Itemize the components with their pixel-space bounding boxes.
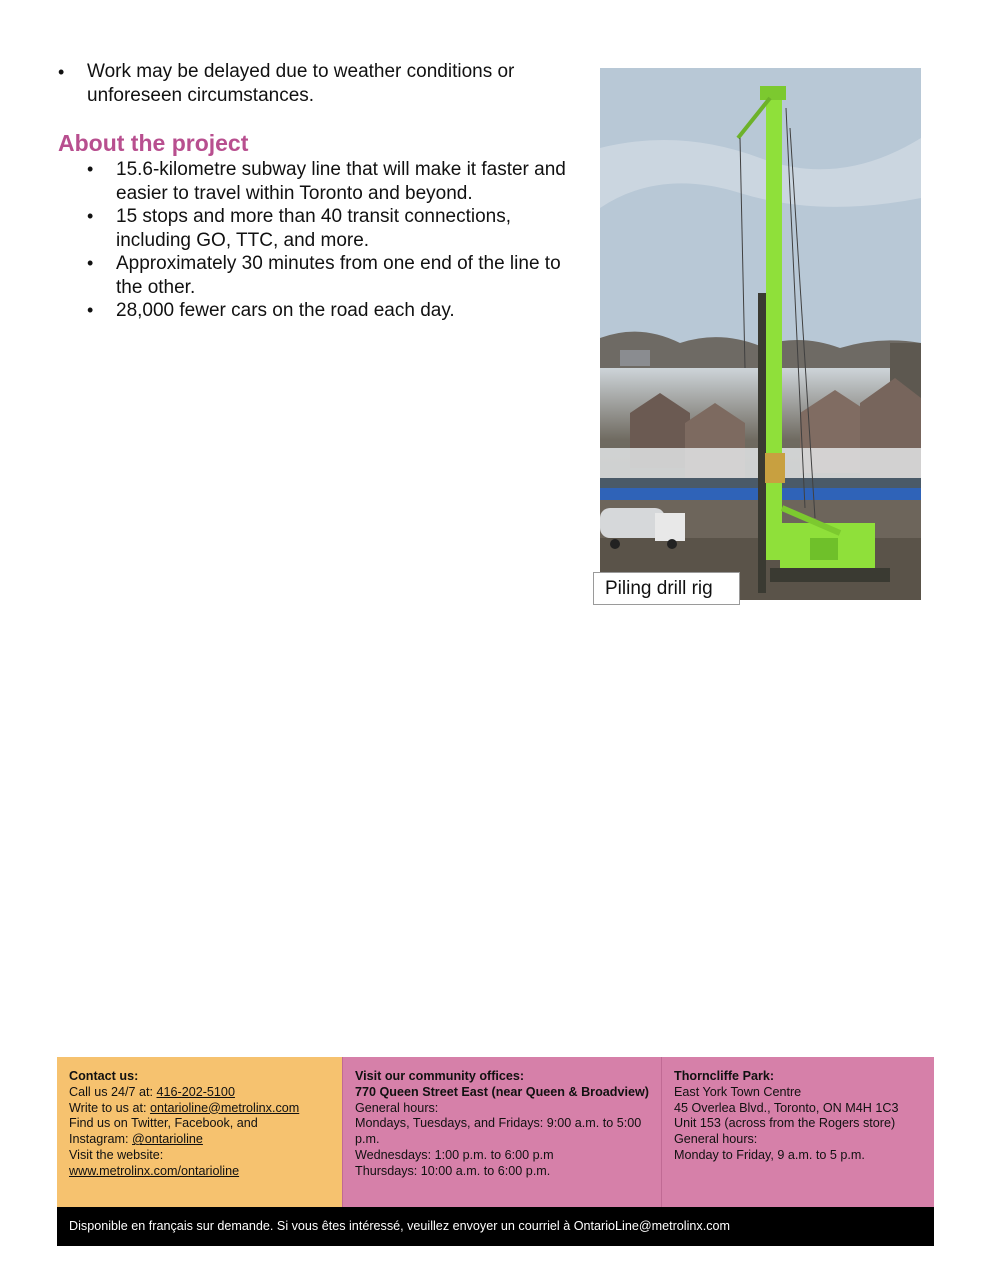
queen-hours-1: Mondays, Tuesdays, and Fridays: 9:00 a.m. to 5:00 p.m.: [355, 1116, 642, 1147]
photo-caption: Piling drill rig: [593, 572, 740, 605]
queen-hours-2: Wednesdays: 1:00 p.m. to 6:00 p.m: [355, 1147, 554, 1162]
drill-rig-illustration: [600, 68, 921, 600]
intro-bullet: • Work may be delayed due to weather conditions or unforeseen circumstances.: [56, 60, 576, 108]
queen-address: 770 Queen Street East (near Queen & Broadview): [355, 1084, 649, 1099]
about-bullet: • Approximately 30 minutes from one end of the line to the other.: [85, 252, 585, 299]
instagram-line: [69, 1132, 330, 1148]
thorncliffe-hours: Monday to Friday, 9 a.m. to 5 p.m.: [674, 1147, 865, 1162]
about-bullet: • 15.6-kilometre subway line that will make it faster and easier to travel within Toronto and beyond.: [85, 158, 585, 205]
about-bullet: • 15 stops and more than 40 transit connections, including GO, TTC, and more.: [85, 205, 585, 252]
thorncliffe-heading: Thorncliffe Park:: [674, 1069, 775, 1083]
thorncliffe-hours-label: General hours:: [674, 1132, 758, 1147]
footer-contact-panel: [57, 1057, 934, 1207]
queen-hours-3: Thursdays: 10:00 a.m. to 6:00 p.m.: [355, 1163, 551, 1178]
website-link[interactable]: www.metrolinx.com/ontarioline: [69, 1163, 240, 1178]
social-line: Find us on Twitter, Facebook, and: [69, 1116, 258, 1131]
about-bullet-list: [85, 158, 585, 323]
queen-office-column: [342, 1057, 661, 1207]
phone-label: Call us 24/7 at:: [69, 1084, 157, 1099]
french-notice-bar: Disponible en français sur demande. Si vous êtes intéressé, veuillez envoyer un courriel à OntarioLine@metrolinx.com: [57, 1207, 934, 1246]
instagram-label: Instagram:: [69, 1132, 132, 1147]
email-link[interactable]: ontarioline@metrolinx.com: [149, 1100, 300, 1115]
thorncliffe-line-2: 45 Overlea Blvd., Toronto, ON M4H 1C3: [674, 1100, 899, 1115]
email-label: Write to us at:: [69, 1100, 150, 1115]
phone-link[interactable]: 416-202-5100: [156, 1084, 235, 1099]
contact-heading: Contact us:: [69, 1069, 139, 1083]
phone-line: [69, 1085, 330, 1101]
drill-rig-photo: [600, 68, 921, 600]
thorncliffe-line-1: East York Town Centre: [674, 1084, 802, 1099]
about-heading: About the project: [58, 130, 249, 156]
website-label: Visit the website:: [69, 1147, 164, 1162]
thorncliffe-line-3: Unit 153 (across from the Rogers store): [674, 1116, 896, 1131]
email-line: [69, 1101, 330, 1117]
offices-heading: Visit our community offices:: [355, 1069, 525, 1083]
queen-hours-label: General hours:: [355, 1100, 439, 1115]
thorncliffe-column: [661, 1057, 934, 1207]
intro-bullet-list: [56, 60, 576, 108]
contact-column: [57, 1057, 342, 1207]
instagram-link[interactable]: @ontarioline: [132, 1132, 203, 1147]
about-bullet: • 28,000 fewer cars on the road each day.: [85, 299, 585, 323]
